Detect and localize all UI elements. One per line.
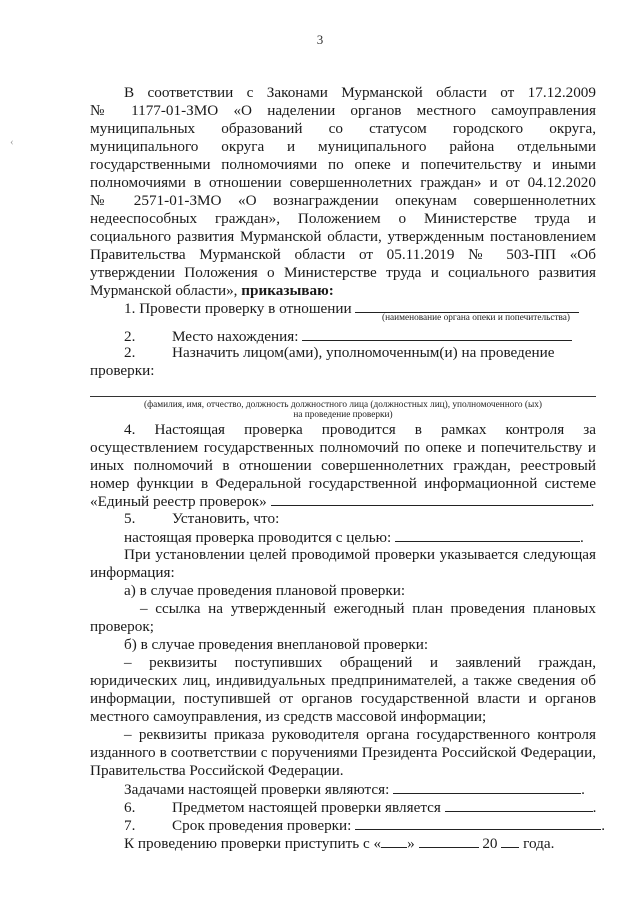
start-year-prefix: 20 — [482, 835, 498, 852]
preamble-line: В соответствии с Законами Мурманской области от 17.12.2009 — [124, 84, 596, 101]
sub-b-item-1: юридических лиц, индивидуальных предпринимателей, а также сведения об — [90, 672, 596, 689]
preamble-line: № 1177-01-ЗМО «О наделении органов местного самоуправления — [90, 102, 596, 119]
item-1-caption: (наименование органа опеки и попечительства) — [381, 313, 571, 323]
tasks-text: Задачами настоящей проверки являются: — [124, 781, 390, 798]
item-4-last: «Единый реестр проверок» . — [90, 493, 595, 510]
order-word: приказываю: — [241, 282, 334, 299]
preamble-last-line — [90, 282, 596, 300]
item-4-line: 4. Настоящая проверка проводится в рамках контроля за — [124, 421, 596, 438]
item-3-text: Назначить лицом(ами), уполномоченным(и) на проведение — [172, 344, 555, 361]
duration-field[interactable] — [355, 816, 601, 830]
sub-b: б) в случае проведения внеплановой проверки: — [124, 636, 429, 653]
item-2-number: 2. — [124, 328, 136, 345]
inspector-field[interactable] — [90, 396, 596, 397]
item-3-caption: на проведение проверки) — [293, 410, 393, 420]
start-text: К проведению проверки приступить с « — [124, 835, 382, 852]
purpose-text: настоящая проверка проводится с целью: — [124, 529, 392, 546]
item-4-line: иных полномочий в отношении совершеннолетних граждан, реестровый — [90, 457, 596, 474]
item-7: 7. Срок проведения проверки: . — [124, 817, 605, 834]
tasks-line: Задачами настоящей проверки являются: . — [124, 781, 585, 798]
item-6-number: 6. — [124, 799, 136, 816]
item-4-last-text: «Единый реестр проверок» — [90, 493, 267, 510]
sub-b-item-2: Правительства Российской Федерации. — [90, 762, 344, 779]
registry-number-field[interactable] — [271, 492, 591, 506]
preamble-line: полномочиями в отношении совершеннолетних граждан» и от 04.12.2020 — [90, 174, 596, 191]
goals-intro-line: информация: — [90, 564, 175, 581]
item-3-number: 2. — [124, 344, 136, 361]
goals-intro-line: При установлении целей проводимой проверки указывается следующая — [124, 546, 596, 563]
preamble-line: утверждении Положения о Министерстве труда и социального развития — [90, 264, 596, 281]
item-6-text: Предметом настоящей проверки является — [172, 799, 441, 816]
sub-a-item: проверок; — [90, 618, 154, 635]
preamble-line: муниципального округа и муниципального района отдельными — [90, 138, 596, 155]
tasks-field[interactable] — [393, 780, 581, 794]
preamble-line: недееспособных граждан», Положением о Министерстве труда и — [90, 210, 596, 227]
page-number: 3 — [316, 32, 324, 47]
preamble-line: Правительства Мурманской области от 05.11.2019 № 503-ПП «Об — [90, 246, 596, 263]
preamble-last: Мурманской области», — [90, 282, 238, 299]
preamble-line: социального развития Мурманской области, утвержденным постановлением — [90, 228, 596, 245]
item-3-caption: (фамилия, имя, отчество, должность должностного лица (должностных лиц), уполномоченного (ых) — [144, 400, 542, 410]
start-day-field[interactable] — [381, 834, 407, 848]
item-6: 6. Предметом настоящей проверки является . — [124, 799, 597, 816]
item-5-text: Установить, что: — [172, 510, 280, 527]
item-3 — [90, 344, 596, 362]
organ-name-field[interactable] — [355, 299, 579, 313]
item-7-text: Срок проведения проверки: — [172, 817, 352, 834]
sub-b-item-2: изданного в соответствии с поручениями Президента Российской Федерации, — [90, 744, 596, 761]
margin-mark: ‹ — [10, 136, 14, 148]
sub-b-item-1: информации, поступившей от органов государственной власти и органов — [90, 690, 596, 707]
start-end: года. — [523, 835, 555, 852]
preamble-line: № 2571-01-ЗМО «О вознаграждении опекунам совершеннолетних — [90, 192, 596, 209]
preamble-line: муниципальных образований со статусом городского округа, — [90, 120, 596, 137]
item-7-number: 7. — [124, 817, 136, 834]
item-4-line: осуществлением государственных полномочий по опеке и попечительству и — [90, 439, 596, 456]
item-1-text: 1. Провести проверку в отношении — [124, 300, 352, 317]
item-3-continued: проверки: — [90, 362, 155, 379]
start-line: К проведению проверки приступить с « » 20 года. — [124, 835, 555, 852]
preamble-line: государственными полномочиями по опеке и попечительству и иными — [90, 156, 596, 173]
sub-b-item-1: местного самоуправления, из средств массовой информации; — [90, 708, 487, 725]
item-2-text: Место нахождения: — [172, 328, 299, 345]
item-5 — [90, 510, 596, 528]
sub-b-item-2: – реквизиты приказа руководителя органа государственного контроля — [124, 726, 596, 743]
location-field[interactable] — [302, 327, 572, 341]
subject-field[interactable] — [445, 798, 593, 812]
purpose-field[interactable] — [395, 528, 580, 542]
item-5-number: 5. — [124, 510, 136, 527]
start-month-field[interactable] — [419, 834, 479, 848]
item-4-line: номер функции в Федеральной государственной информационной системе — [90, 475, 596, 492]
purpose-line: настоящая проверка проводится с целью: . — [124, 529, 584, 546]
sub-a: а) в случае проведения плановой проверки: — [124, 582, 406, 599]
start-year-field[interactable] — [501, 834, 519, 848]
sub-a-item: – ссылка на утвержденный ежегодный план проведения плановых — [140, 600, 596, 617]
sub-b-item-1: – реквизиты поступивших обращений и заявлений граждан, — [124, 654, 596, 671]
